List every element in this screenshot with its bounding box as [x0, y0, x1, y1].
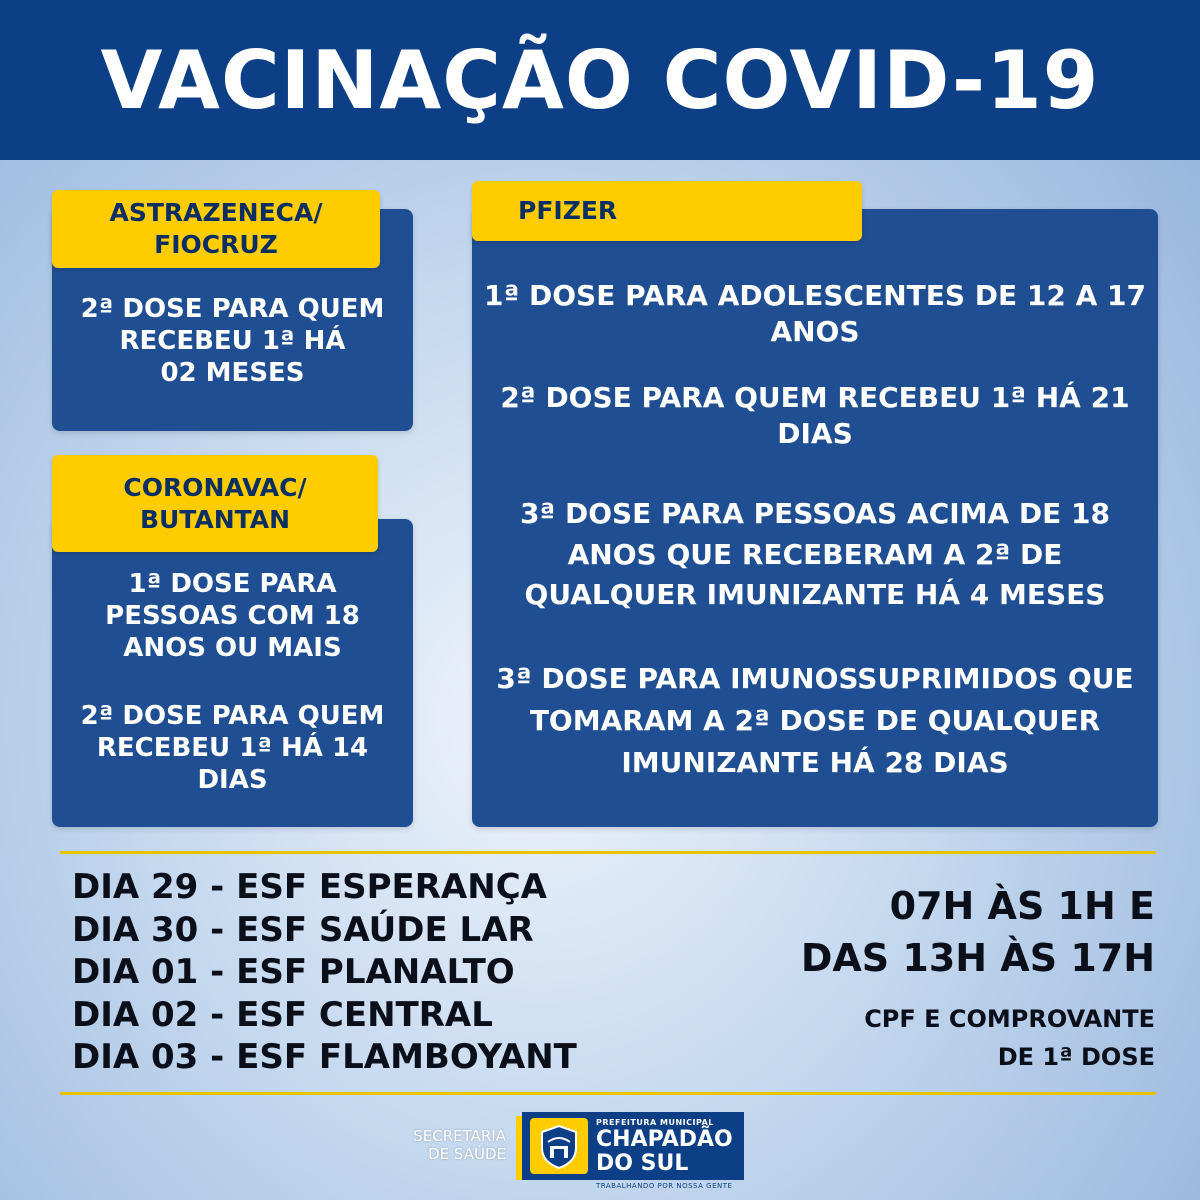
schedule-list — [72, 866, 577, 1079]
documents-line-2: DE 1ª DOSE — [997, 1043, 1155, 1071]
header-banner — [0, 0, 1200, 160]
pfizer-g3-line-1: 3ª DOSE PARA PESSOAS ACIMA DE 18 — [519, 497, 1111, 530]
documents-info — [864, 1000, 1155, 1076]
divider-bottom — [60, 1092, 1156, 1095]
astrazeneca-line-1: 2ª DOSE PARA QUEM — [80, 294, 385, 324]
city-name-line-2: DO SUL — [596, 1151, 689, 1176]
city-name — [596, 1128, 733, 1176]
coronavac-g1-line-1: 1ª DOSE PARA — [128, 569, 337, 599]
divider-top — [60, 851, 1156, 854]
pfizer-g4-line-2: TOMARAM A 2ª DOSE DE QUALQUER — [529, 704, 1101, 737]
pfizer-g3-line-3: QUALQUER IMUNIZANTE HÁ 4 MESES — [524, 578, 1106, 612]
astrazeneca-tag-line-2: FIOCRUZ — [154, 230, 278, 259]
coronavac-tag-line-1: CORONAVAC/ — [123, 472, 307, 502]
slogan: TRABALHANDO POR NOSSA GENTE — [596, 1182, 733, 1190]
hours-info — [801, 880, 1155, 984]
pfizer-g1-line-1: 1ª DOSE PARA ADOLESCENTES DE 12 A 17 — [483, 279, 1147, 312]
page-title: VACINAÇÃO COVID-19 — [100, 33, 1100, 127]
city-name-line-1: CHAPADÃO — [596, 1127, 733, 1152]
schedule-item: DIA 01 - ESF PLANALTO — [72, 952, 515, 992]
pfizer-g4-line-1: 3ª DOSE PARA IMUNOSSUPRIMIDOS QUE — [496, 662, 1134, 695]
schedule-item: DIA 29 - ESF ESPERANÇA — [72, 867, 547, 907]
pfizer-g2-line-1: 2ª DOSE PARA QUEM RECEBEU 1ª HÁ 21 — [500, 381, 1130, 414]
pfizer-text-1 — [472, 278, 1158, 351]
hours-line-2: DAS 13H ÀS 17H — [800, 936, 1155, 980]
coronavac-tag-line-2: BUTANTAN — [139, 504, 291, 534]
coronavac-tag — [52, 455, 378, 552]
documents-line-1: CPF E COMPROVANTE — [864, 1005, 1155, 1033]
coronavac-g2-line-2: RECEBEU 1ª HÁ 14 — [96, 733, 369, 764]
coronavac-text-1 — [52, 568, 413, 665]
pfizer-g1-line-2: ANOS — [770, 315, 860, 349]
prefeitura-label: PREFEITURA MUNICIPAL — [596, 1118, 714, 1127]
astrazeneca-line-2: RECEBEU 1ª HÁ — [119, 326, 346, 357]
astrazeneca-text — [52, 293, 413, 390]
coronavac-text-2 — [52, 700, 413, 797]
pfizer-text-2 — [472, 380, 1158, 453]
pfizer-g4-line-3: IMUNIZANTE HÁ 28 DIAS — [621, 746, 1009, 779]
pfizer-g3-line-2: ANOS QUE RECEBERAM A 2ª DE — [567, 537, 1063, 571]
secretaria-line-1: SECRETARIA — [413, 1127, 506, 1145]
pfizer-tag-label: PFIZER — [518, 196, 618, 225]
astrazeneca-tag-line-1: ASTRAZENECA/ — [109, 198, 323, 227]
coronavac-g2-line-3: DIAS — [197, 765, 268, 796]
astrazeneca-line-3: 02 MESES — [160, 358, 305, 389]
astrazeneca-tag — [52, 190, 380, 268]
pfizer-text-3 — [472, 494, 1158, 616]
crest-icon — [530, 1118, 588, 1174]
pfizer-g2-line-2: DIAS — [777, 417, 853, 451]
schedule-item: DIA 30 - ESF SAÚDE LAR — [72, 909, 534, 950]
schedule-item: DIA 03 - ESF FLAMBOYANT — [72, 1037, 577, 1077]
pfizer-text-4 — [472, 658, 1158, 784]
pfizer-tag — [472, 181, 862, 241]
coronavac-g1-line-3: ANOS OU MAIS — [123, 633, 342, 664]
secretaria-logo — [390, 1127, 506, 1163]
schedule-item: DIA 02 - ESF CENTRAL — [72, 994, 493, 1035]
secretaria-line-2: DE SAÚDE — [428, 1145, 506, 1163]
hours-line-1: 07H ÀS 1H E — [889, 884, 1155, 928]
coronavac-g1-line-2: PESSOAS COM 18 — [105, 601, 360, 632]
coronavac-g2-line-1: 2ª DOSE PARA QUEM — [80, 701, 385, 731]
prefeitura-logo — [522, 1112, 744, 1180]
